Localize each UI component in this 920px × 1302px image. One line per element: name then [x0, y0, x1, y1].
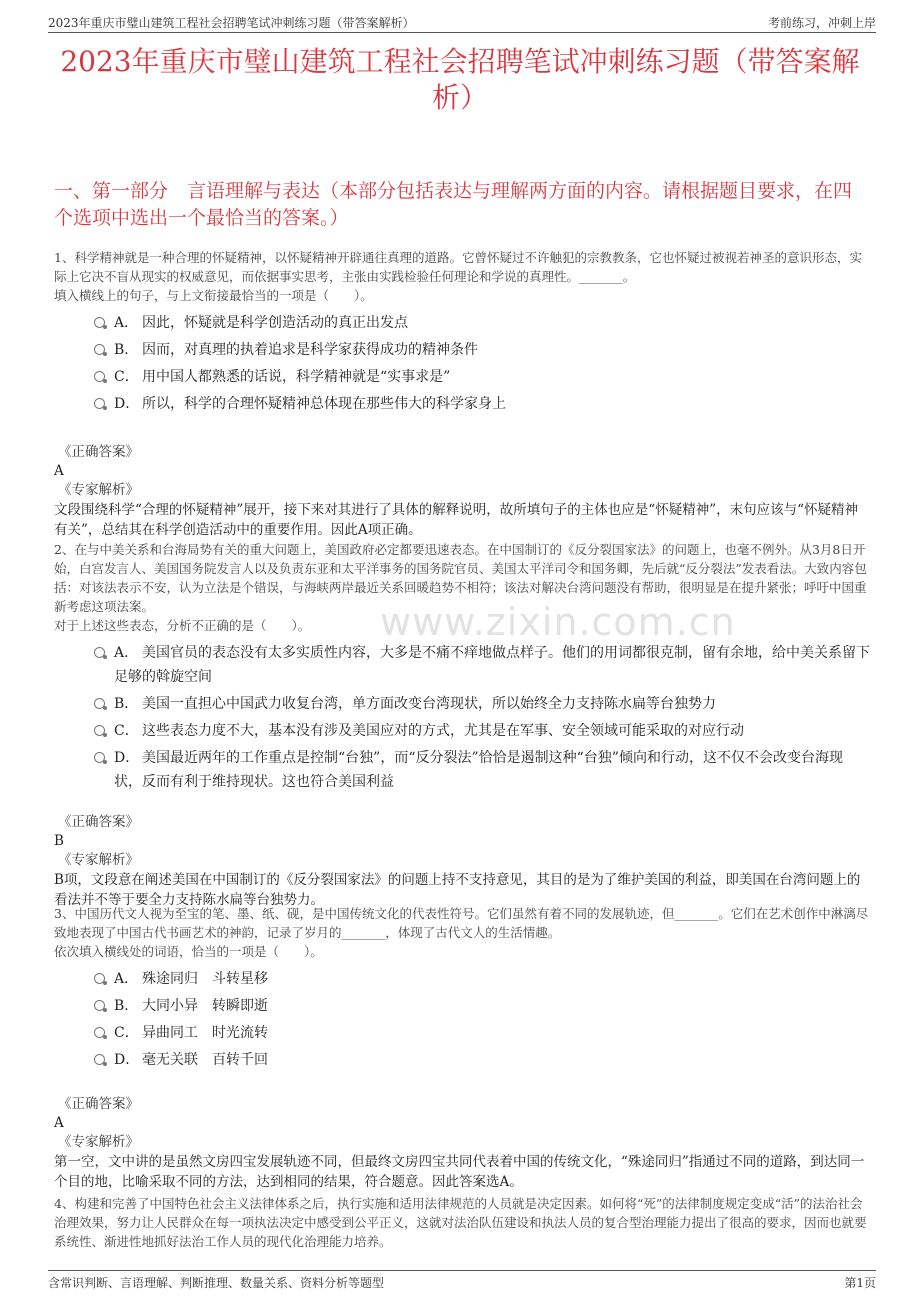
- explain-text: 文段围绕科学“合理的怀疑精神”展开，接下来对其进行了具体的解释说明，故所填句子的主体也应是“怀疑精神”，末句应该与“怀疑精神有关”，总结其在科学创造活动中的重要作用。因此A项正确。: [54, 502, 859, 538]
- option-d[interactable]: D． 毫无关联 百转千回: [54, 1048, 870, 1072]
- option-b[interactable]: B． 美国一直担心中国武力收复台湾，单方面改变台湾现状，所以始终全力支持陈水扁等台独势力: [54, 692, 870, 716]
- radio-icon[interactable]: [94, 398, 105, 409]
- radio-icon[interactable]: [94, 698, 105, 709]
- answer-value: A: [54, 463, 64, 479]
- answer-value: B: [54, 833, 64, 849]
- option-d[interactable]: D． 所以，科学的合理怀疑精神总体现在那些伟大的科学家身上: [54, 392, 870, 416]
- question-text: 2、在与中美关系和台海局势有关的重大问题上，美国政府必定都要迅速表态。在中国制订的《反分裂国家法》的问题上，也毫不例外。从3月8日开始，白宫发言人、美国国务院发言人以及负责东亚和太平洋事务的国务院官员、美国太平洋司令和国务卿，先后就“反分裂法”发表看法。大致内容包括：对该法表示不安，认为立法是个错误，与海峡两岸最近关系回暖趋势不相符；该法对解决台湾问题没有帮助，很明显是在提升紧张；呼吁中国重新考虑这项法案。: [54, 542, 867, 614]
- question-2: [54, 540, 870, 910]
- radio-icon[interactable]: [94, 647, 105, 658]
- page-header: [48, 12, 876, 33]
- question-stem: 依次填入横线处的词语，恰当的一项是（ ）。: [54, 944, 323, 959]
- radio-icon[interactable]: [94, 317, 105, 328]
- question-text: 1、科学精神就是一种合理的怀疑精神，以怀疑精神开辟通往真理的道路。它曾怀疑过不许触犯的宗教教条，它也怀疑过被视若神圣的意识形态，实际上它决不盲从现实的权威意见，而依据事实思考，主张由实践检验任何理论和学说的真理性。_______。: [54, 250, 862, 284]
- page-number: 第1页: [844, 1276, 876, 1290]
- explain-text: 第一空，文中讲的是虽然文房四宝发展轨迹不同，但最终文房四宝共同代表着中国的传统文化，“殊途同归”指通过不同的道路，到达同一个目的地，比喻采取不同的方法，达到相同的结果，符合题意。因此答案选A。: [54, 1154, 865, 1190]
- radio-icon[interactable]: [94, 725, 105, 736]
- radio-icon[interactable]: [94, 344, 105, 355]
- question-text: 3、中国历代文人视为至宝的笔、墨、纸、砚，是中国传统文化的代表性符号。它们虽然有着不同的发展轨迹，但_______。它们在艺术创作中淋漓尽致地表现了中国古代书画艺术的神韵，记录了岁月的_______，体现了古代文人的生活情趣。: [54, 906, 869, 940]
- answer-label: 《正确答案》: [58, 814, 139, 830]
- option-a[interactable]: A． 殊途同归 斗转星移: [54, 967, 870, 991]
- explain-text: B项，文段意在阐述美国在中国制订的《反分裂国家法》的问题上持不支持意见，其目的是为了维护美国的利益，即美国在台湾问题上的看法并不等于要全力支持陈水扁等台独势力。: [54, 872, 861, 908]
- question-1: [54, 248, 870, 540]
- radio-icon[interactable]: [94, 1027, 105, 1038]
- question-4: [54, 1194, 870, 1251]
- option-c[interactable]: C． 这些表态力度不大，基本没有涉及美国应对的方式，尤其是在军事、安全领域可能采取的对应行动: [54, 719, 870, 743]
- header-slogan: 考前练习，冲刺上岸: [767, 16, 876, 30]
- answer-label: 《正确答案》: [58, 444, 139, 460]
- option-b[interactable]: B． 因而，对真理的执着追求是科学家获得成功的精神条件: [54, 338, 870, 362]
- question-text: 4、构建和完善了中国特色社会主义法律体系之后，执行实施和适用法律规范的人员就是决定因素。如何将“死”的法律制度规定变成“活”的法治社会治理效果，努力让人民群众在每一项执法决定中感受到公平正义，这就对法治队伍建设和执法人员的复合型治理能力提出了很高的要求，因而也就要系统性、渐进性地抓好法治工作人员的现代化治理能力培养。: [54, 1196, 867, 1249]
- radio-icon[interactable]: [94, 973, 105, 984]
- page-footer: [48, 1270, 876, 1291]
- option-c[interactable]: C． 用中国人都熟悉的话说，科学精神就是“实事求是”: [54, 365, 870, 389]
- explain-label: 《专家解析》: [58, 482, 139, 498]
- radio-icon[interactable]: [94, 1000, 105, 1011]
- option-a[interactable]: A． 美国官员的表态没有太多实质性内容，大多是不痛不痒地做点样子。他们的用词都很克制，留有余地，给中美关系留下足够的斡旋空间: [54, 641, 870, 689]
- answer-label: 《正确答案》: [58, 1096, 139, 1112]
- watermark: www.zixin.com.cn: [380, 600, 736, 644]
- explain-label: 《专家解析》: [58, 852, 139, 868]
- section-heading: 一、第一部分 言语理解与表达（本部分包括表达与理解两方面的内容。请根据题目要求，在四个选项中选出一个最恰当的答案。）: [54, 180, 853, 229]
- option-list: [54, 311, 870, 416]
- question-stem: 填入横线上的句子，与上文衔接最恰当的一项是（ ）。: [54, 288, 373, 303]
- page-title: 2023年重庆市璧山建筑工程社会招聘笔试冲刺练习题（带答案解析）: [60, 45, 860, 114]
- footer-note: 含常识判断、言语理解、判断推理、数量关系、资料分析等题型: [48, 1276, 385, 1290]
- radio-icon[interactable]: [94, 752, 105, 763]
- question-stem: 对于上述这些表态，分析不正确的是（ ）。: [54, 618, 311, 633]
- option-d[interactable]: D． 美国最近两年的工作重点是控制“台独”，而“反分裂法”恰恰是遏制这种“台独”倾向和行动，这不仅不会改变台海现状，反而有利于维持现状。这也符合美国利益: [54, 746, 870, 794]
- explain-label: 《专家解析》: [58, 1134, 139, 1150]
- radio-icon[interactable]: [94, 371, 105, 382]
- option-list: [54, 641, 870, 794]
- answer-value: A: [54, 1115, 64, 1131]
- option-list: [54, 967, 870, 1072]
- option-a[interactable]: A． 因此，怀疑就是科学创造活动的真正出发点: [54, 311, 870, 335]
- header-doc-title: 2023年重庆市璧山建筑工程社会招聘笔试冲刺练习题（带答案解析）: [48, 16, 415, 30]
- question-3: [54, 904, 870, 1192]
- option-b[interactable]: B． 大同小异 转瞬即逝: [54, 994, 870, 1018]
- radio-icon[interactable]: [94, 1054, 105, 1065]
- option-c[interactable]: C． 异曲同工 时光流转: [54, 1021, 870, 1045]
